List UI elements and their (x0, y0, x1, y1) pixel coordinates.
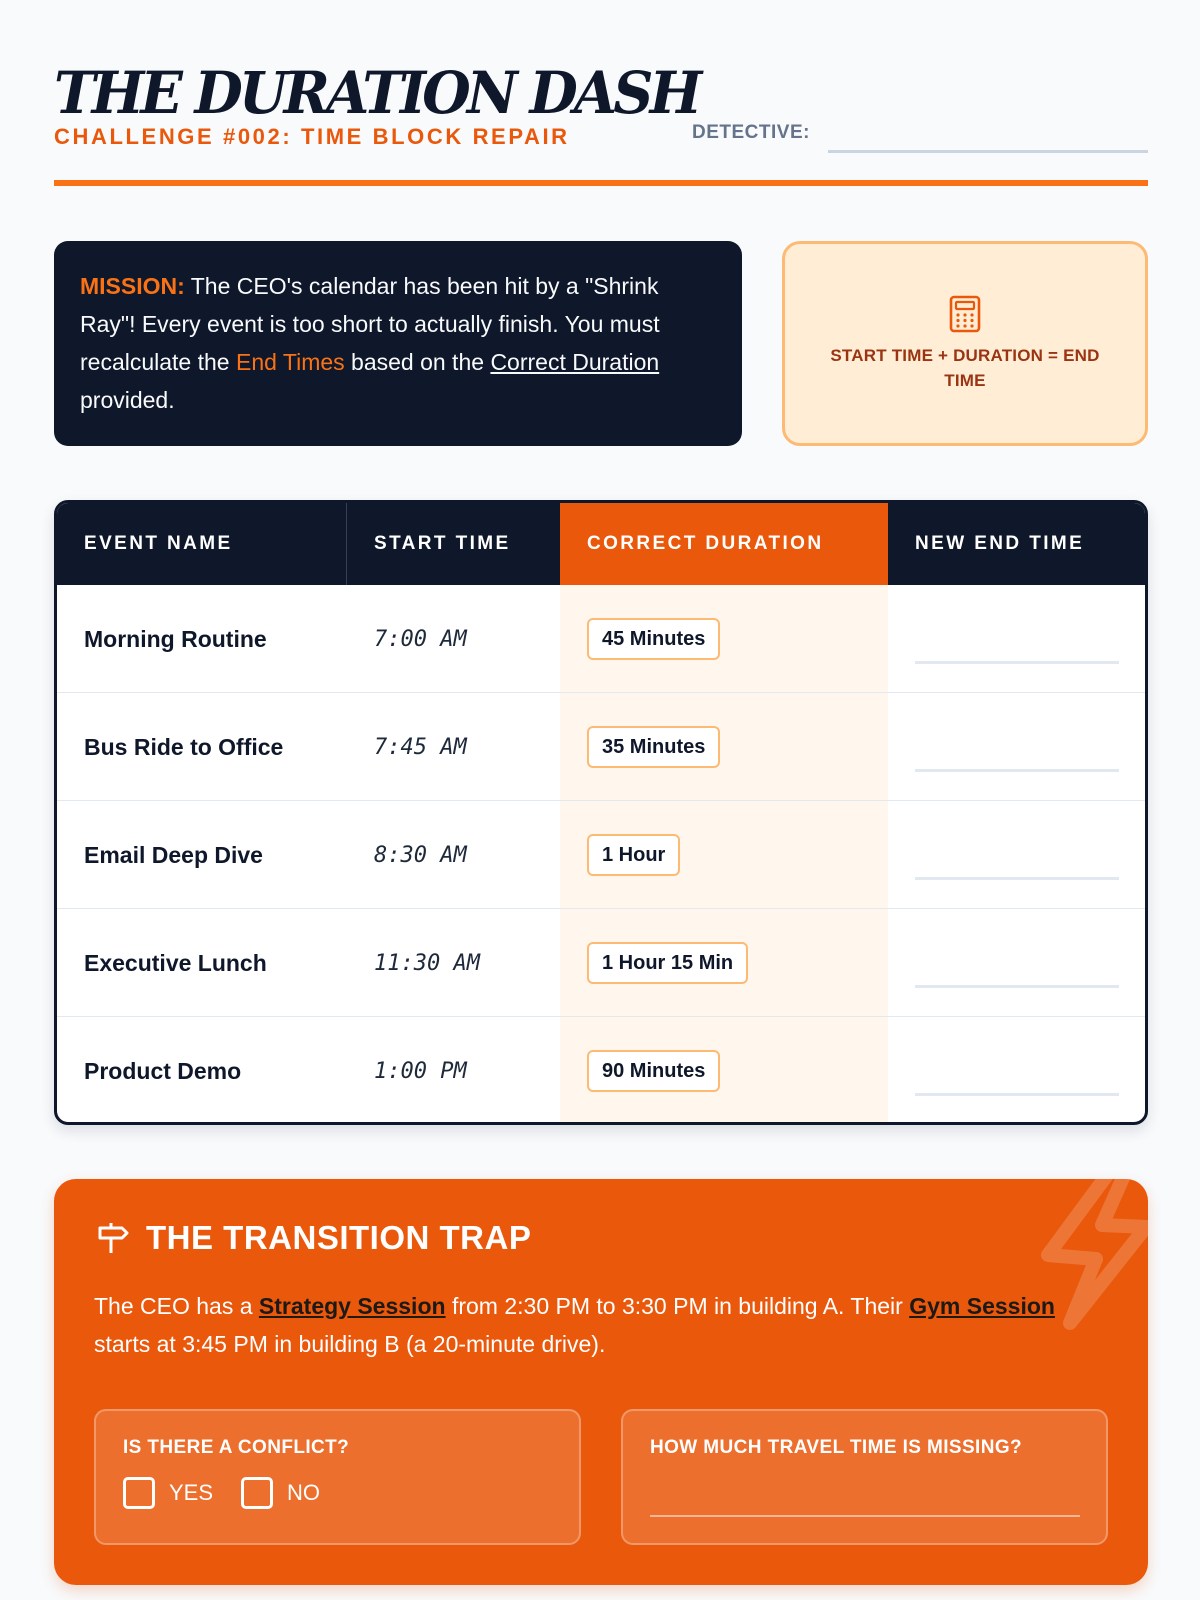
mission-underlined: Correct Duration (490, 349, 660, 375)
duration-badge: 45 Minutes (587, 618, 720, 660)
start-time: 8:30 AM (374, 842, 467, 868)
gym-session-label: Gym Session (909, 1293, 1055, 1319)
travel-time-question-box (621, 1409, 1108, 1545)
conflict-question-label: IS THERE A CONFLICT? (123, 1437, 350, 1458)
mission-box (54, 241, 742, 446)
strategy-session-label: Strategy Session (258, 1293, 446, 1319)
trap-heading (94, 1219, 531, 1257)
column-header-start: START TIME (374, 533, 511, 554)
yes-label: YES (169, 1480, 214, 1505)
detective-label: DETECTIVE: (692, 122, 810, 143)
trap-text-3: starts at 3:45 PM in building B (a 20-minute drive). (94, 1331, 606, 1357)
event-name: Bus Ride to Office (84, 733, 284, 760)
calculator-icon (948, 295, 982, 333)
table-header (57, 503, 1145, 585)
end-time-input[interactable] (915, 1093, 1119, 1096)
duration-badge: 1 Hour 15 Min (587, 942, 748, 984)
table-row (57, 585, 1145, 693)
column-header-duration: CORRECT DURATION (560, 503, 888, 585)
header-divider (54, 180, 1148, 186)
start-time: 1:00 PM (374, 1058, 467, 1084)
challenge-subtitle: CHALLENGE #002: TIME BLOCK REPAIR (54, 124, 570, 149)
formula-card (782, 241, 1148, 446)
end-time-input[interactable] (915, 661, 1119, 664)
event-name: Morning Routine (84, 625, 267, 652)
column-header-end: NEW END TIME (915, 533, 1085, 554)
start-time: 7:45 AM (374, 734, 467, 760)
trap-text-2: from 2:30 PM to 3:30 PM in building A. Their (445, 1293, 910, 1319)
formula-text: START TIME + DURATION = END TIME (830, 345, 1100, 390)
travel-time-answer-field[interactable] (650, 1515, 1080, 1517)
conflict-question-box (94, 1409, 581, 1545)
detective-name-field[interactable] (828, 150, 1148, 153)
mission-text-3: provided. (80, 387, 175, 413)
event-name: Email Deep Dive (84, 841, 263, 868)
table-row (57, 693, 1145, 801)
signpost-icon (94, 1219, 132, 1257)
no-label: NO (287, 1480, 320, 1505)
table-row (57, 909, 1145, 1017)
mission-text-1: The CEO's calendar has been hit by a "Shrink Ray"! Every event is too short to actually finish. You must recalculate the (80, 273, 660, 375)
yes-option[interactable] (123, 1477, 213, 1509)
duration-badge: 90 Minutes (587, 1050, 720, 1092)
page-title: THE DURATION DASH (54, 59, 699, 127)
travel-time-question-label: HOW MUCH TRAVEL TIME IS MISSING? (650, 1437, 1023, 1458)
duration-badge: 35 Minutes (587, 726, 720, 768)
end-time-input[interactable] (915, 985, 1119, 988)
event-name: Product Demo (84, 1057, 242, 1084)
transition-trap-panel (54, 1179, 1148, 1585)
duration-badge: 1 Hour (587, 834, 680, 876)
trap-scenario (94, 1287, 1094, 1363)
mission-highlight: End Times (235, 349, 345, 375)
yes-checkbox[interactable] (123, 1477, 155, 1509)
table-row (57, 801, 1145, 909)
trap-text-1: The CEO has a (94, 1293, 259, 1319)
mission-label: MISSION: (80, 273, 185, 299)
worksheet-header (54, 58, 1148, 188)
events-table (54, 500, 1148, 1125)
event-name: Executive Lunch (84, 949, 267, 976)
trap-title: THE TRANSITION TRAP (146, 1219, 532, 1256)
no-option[interactable] (241, 1477, 320, 1509)
start-time: 7:00 AM (374, 626, 467, 652)
table-row (57, 1017, 1145, 1125)
start-time: 11:30 AM (374, 950, 480, 976)
end-time-input[interactable] (915, 769, 1119, 772)
end-time-input[interactable] (915, 877, 1119, 880)
no-checkbox[interactable] (241, 1477, 273, 1509)
column-header-event: EVENT NAME (57, 503, 347, 585)
mission-text-2: based on the (344, 349, 491, 375)
